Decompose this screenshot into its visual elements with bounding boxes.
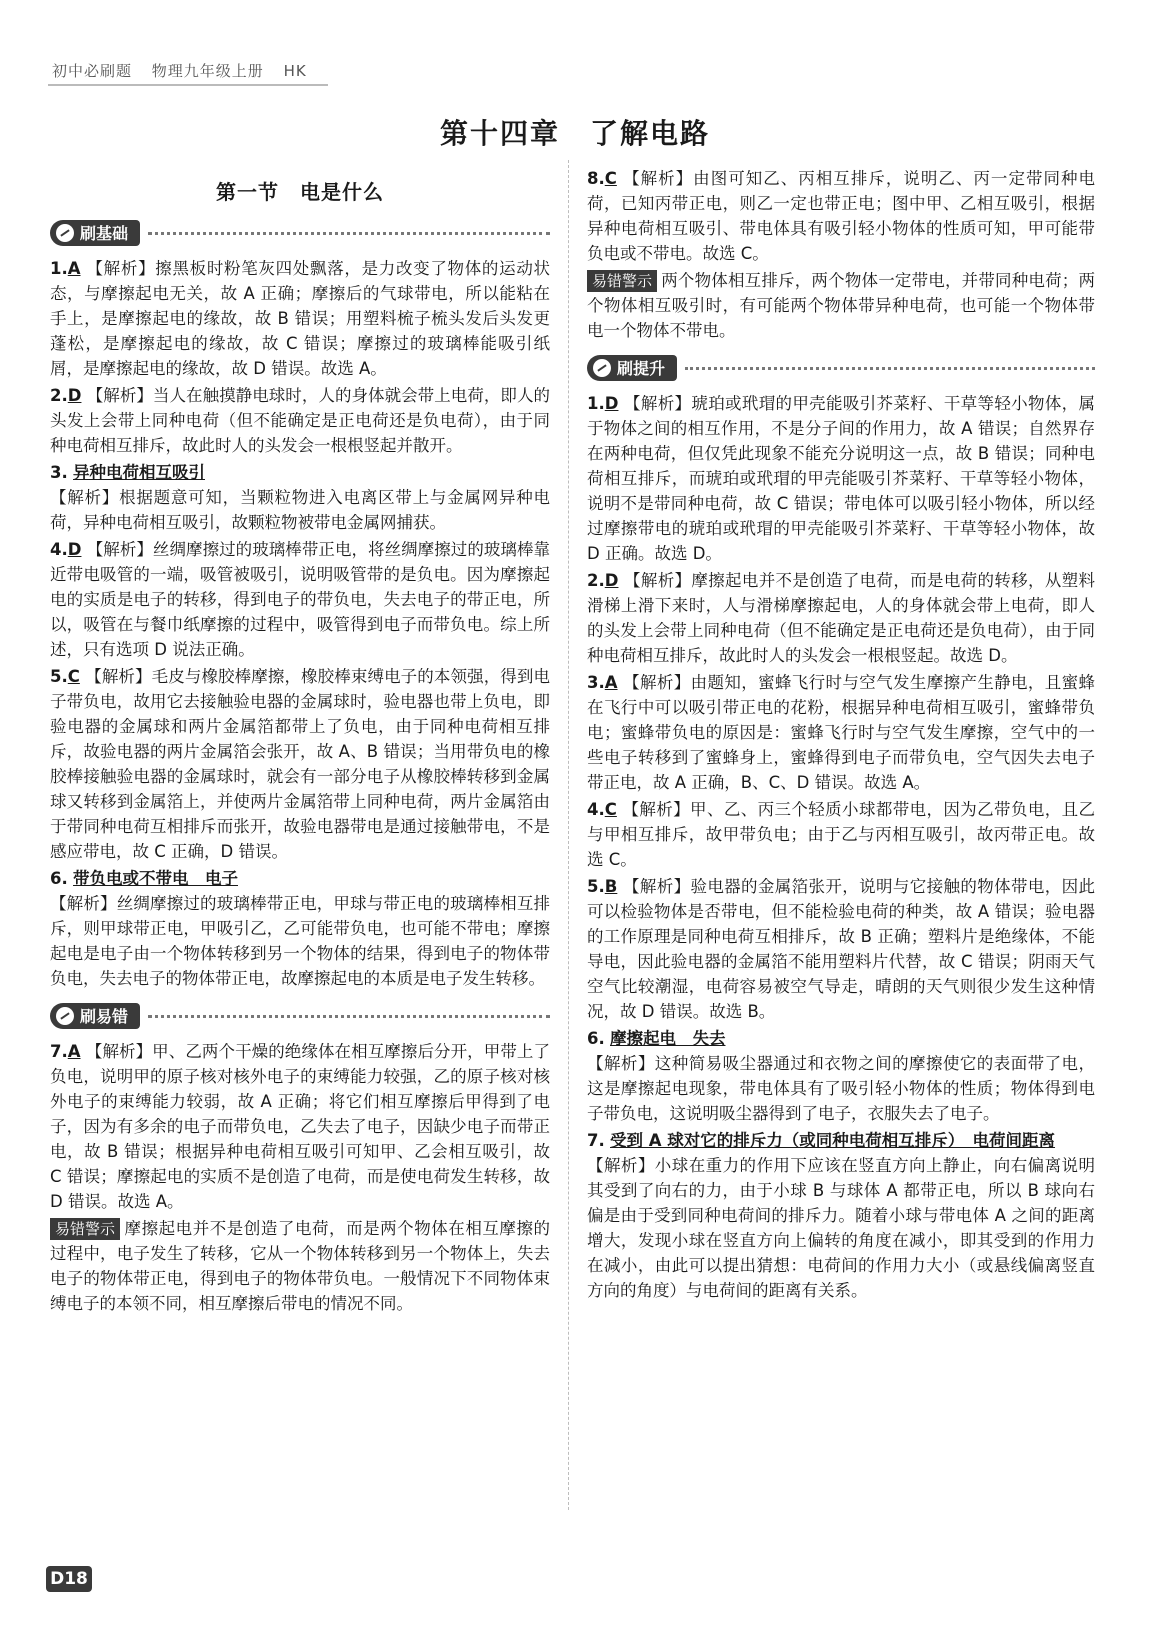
answer-item: 6. 带负电或不带电 电子 【解析】丝绸摩擦过的玻璃棒带正电，甲球与带正电的玻璃棒相互排斥，则甲球带正电，甲吸引乙，乙可能带负电，也可能不带电；摩擦起电是电子由一个物体转移到另一个物体的结果，得到电子的物体带负电，失去电子的物体带正电，故摩擦起电的本质是电子发生转移。	[50, 869, 550, 988]
pen-icon	[56, 224, 74, 242]
answer-item: 7.A 【解析】甲、乙两个干燥的绝缘体在相互摩擦后分开，甲带上了负电，说明甲的原子核对核外电子的束缚能力较强，乙的原子核对核外电子的束缚能力较弱，故 A 正确；将它们相互摩擦后甲得到了电子，因为有多余的电子而带负电，乙失去了电子，因缺少电子而带正电，故 B 错误；根据异种电荷相互吸引可知甲、乙会相互吸引，故 C 错误；摩擦起电的实质不是创造了电荷，而是使电荷发生转移，故 D 错误。故选 A。	[50, 1042, 550, 1211]
answer-item: 5.B 【解析】验电器的金属箔张开，说明与它接触的物体带电，因此可以检验物体是否带电，但不能检验电荷的种类，故 A 错误；验电器的工作原理是同种电荷互相排斥，故 B 正确；塑料片是绝缘体，不能导电，因此验电器的金属箔不能用塑料片代替，故 C 错误；阴雨天气空气比较潮湿，电荷容易被空气导走，晴朗的天气则很少发生这种情况，故 D 错误。故选 B。	[587, 877, 1096, 1021]
book-name: 物理九年级上册	[151, 62, 264, 80]
pen-icon	[56, 1007, 74, 1025]
left-column	[50, 208, 550, 1318]
answer-item: 2.D 【解析】摩擦起电并不是创造了电荷，而是电荷的转移，从塑料滑梯上滑下来时，人与滑梯摩擦起电，人的身体就会带上电荷，即人的头发上会带上同种电荷（但不能确定是正电荷还是负电荷），由于同种电荷相互排斥，故此时人的头发会一根根竖起。故选 D。	[587, 571, 1095, 665]
banner-error-prone: 刷易错	[50, 1001, 550, 1031]
pen-icon	[593, 359, 611, 377]
answer-item: 3. 异种电荷相互吸引 【解析】根据题意可知，当颗粒物进入电离区带上与金属网异种电荷，异种电荷相互吸引，故颗粒物被带电金属网捕获。	[50, 463, 550, 532]
column-divider	[568, 160, 569, 1510]
banner-advance: 刷提升	[587, 353, 1095, 383]
header-rule	[48, 84, 328, 86]
answer-item: 2.D 【解析】当人在触摸静电球时，人的身体就会带上电荷，即人的头发上会带上同种电荷（但不能确定是正电荷还是负电荷），由于同种电荷相互排斥，故此时人的头发会一根根竖起并散开。	[50, 386, 551, 455]
right-column	[587, 166, 1095, 1305]
answer-item: 1.D 【解析】琥珀或玳瑁的甲壳能吸引芥菜籽、干草等轻小物体，属于物体之间的相互作用，不是分子间的作用力，故 A 错误；自然界存在两种电荷，但仅凭此现象不能充分说明这一点，故 B 错误；同种电荷相互排斥，而琥珀或玳瑁的甲壳能吸引芥菜籽、干草等轻小物体，说明不是带同种电荷，故 C 错误；带电体可以吸引轻小物体，所以经过摩擦带电的琥珀或玳瑁的甲壳能吸引芥菜籽、干草等轻小物体，故 D 正确。故选 D。	[587, 394, 1095, 563]
section-title: 第一节 电是什么	[216, 180, 384, 204]
answer-item: 1.A 【解析】擦黑板时粉笔灰四处飘落，是力改变了物体的运动状态，与摩擦起电无关，故 A 正确；摩擦后的气球带电，所以能粘在手上，是摩擦起电的缘故，故 B 错误；用塑料梳子梳头发后头发更蓬松，是摩擦起电的缘故，故 C 错误；摩擦过的玻璃棒能吸引纸屑，是摩擦起电的缘故，故 D 错误。故选 A。	[50, 259, 551, 378]
warning-label: 易错警示	[587, 270, 657, 292]
edition: HK	[283, 62, 307, 80]
answer-item: 8.C 【解析】由图可知乙、丙相互排斥，说明乙、丙一定带同种电荷，已知丙带正电，则乙一定也带正电；图中甲、乙相互吸引，根据异种电荷相互吸引、带电体具有吸引轻小物体的性质可知，甲可能带负电或不带电。故选 C。	[587, 169, 1096, 263]
answer-item: 4.C 【解析】甲、乙、丙三个轻质小球都带电，因为乙带负电，且乙与甲相互排斥，故甲带负电；由于乙与丙相互吸引，故丙带正电。故选 C。	[587, 800, 1096, 869]
answer-item: 5.C 【解析】毛皮与橡胶棒摩擦，橡胶棒束缚电子的本领强，得到电子带负电，故用它去接触验电器的金属球时，验电器也带上负电，即验电器的金属球和两片金属箔都带上了负电，由于同种电荷相互排斥，故验电器的两片金属箔会张开，故 A、B 错误；当用带负电的橡胶棒接触验电器的金属球时，就会有一部分电子从橡胶棒转移到金属球又转移到金属箔上，并使两片金属箔带上同种电荷，两片金属箔由于带同种电荷互相排斥而张开，故验电器带电是通过接触带电，不是感应带电，故 C 正确，D 错误。	[50, 667, 551, 861]
page-number: D18	[46, 1566, 92, 1592]
chapter-title: 第十四章 了解电路	[439, 117, 710, 150]
answer-item: 3.A 【解析】由题知，蜜蜂飞行时与空气发生摩擦产生静电，且蜜蜂在飞行中可以吸引带正电的花粉，根据异种电荷相互吸引，蜜蜂带负电；蜜蜂带负电的原因是：蜜蜂飞行时与空气发生摩擦，空气中的一些电子转移到了蜜蜂身上，蜜蜂得到电子而带负电，空气因失去电子带正电，故 A 正确，B、C、D 错误。故选 A。	[587, 673, 1096, 792]
warning-note: 易错警示 摩擦起电并不是创造了电荷，而是两个物体在相互摩擦的过程中，电子发生了转移，它从一个物体转移到另一个物体上，失去电子的物体带正电，得到电子的物体带负电。一般情况下不同物体束缚电子的本领不同，相互摩擦后带电的情况不同。	[50, 1219, 550, 1313]
answer-item: 6. 摩擦起电 失去 【解析】这种简易吸尘器通过和衣物之间的摩擦使它的表面带了电，这是摩擦起电现象，带电体具有了吸引轻小物体的性质；物体得到电子带负电，这说明吸尘器得到了电子，衣服失去了电子。	[587, 1029, 1095, 1123]
answer-item: 7. 受到 A 球对它的排斥力（或同种电荷相互排斥） 电荷间距离 【解析】小球在重力的作用下应该在竖直方向上静止，向右偏离说明其受到了向右的力，由于小球 B 与球体 A 都带正电，所以 B 球向右偏是由于受到同种电荷间的排斥力。随着小球与带电体 A 之间的距离增大，发现小球在竖直方向上偏转的角度在减小，即其受到的作用力在减小，由此可以提出猜想：电荷间的作用力大小（或悬线偏离竖直方向的角度）与电荷间的距离有关系。	[587, 1131, 1095, 1300]
answer-item: 4.D 【解析】丝绸摩擦过的玻璃棒带正电，将丝绸摩擦过的玻璃棒靠近带电吸管的一端，吸管被吸引，说明吸管带的是负电。因为摩擦起电的实质是电子的转移，得到电子的带负电，失去电子的带正电，所以，吸管在与餐巾纸摩擦的过程中，吸管得到电子而带负电。综上所述，只有选项 D 说法正确。	[50, 540, 551, 659]
warning-note: 易错警示 两个物体相互排斥，两个物体一定带电，并带同种电荷；两个物体相互吸引时，有可能两个物体带异种电荷，也可能一个物体带电一个物体不带电。	[587, 271, 1095, 340]
banner-basic: 刷基础	[50, 218, 550, 248]
series-name: 初中必刷题	[52, 62, 133, 80]
running-header	[52, 60, 321, 81]
warning-label: 易错警示	[50, 1218, 120, 1240]
